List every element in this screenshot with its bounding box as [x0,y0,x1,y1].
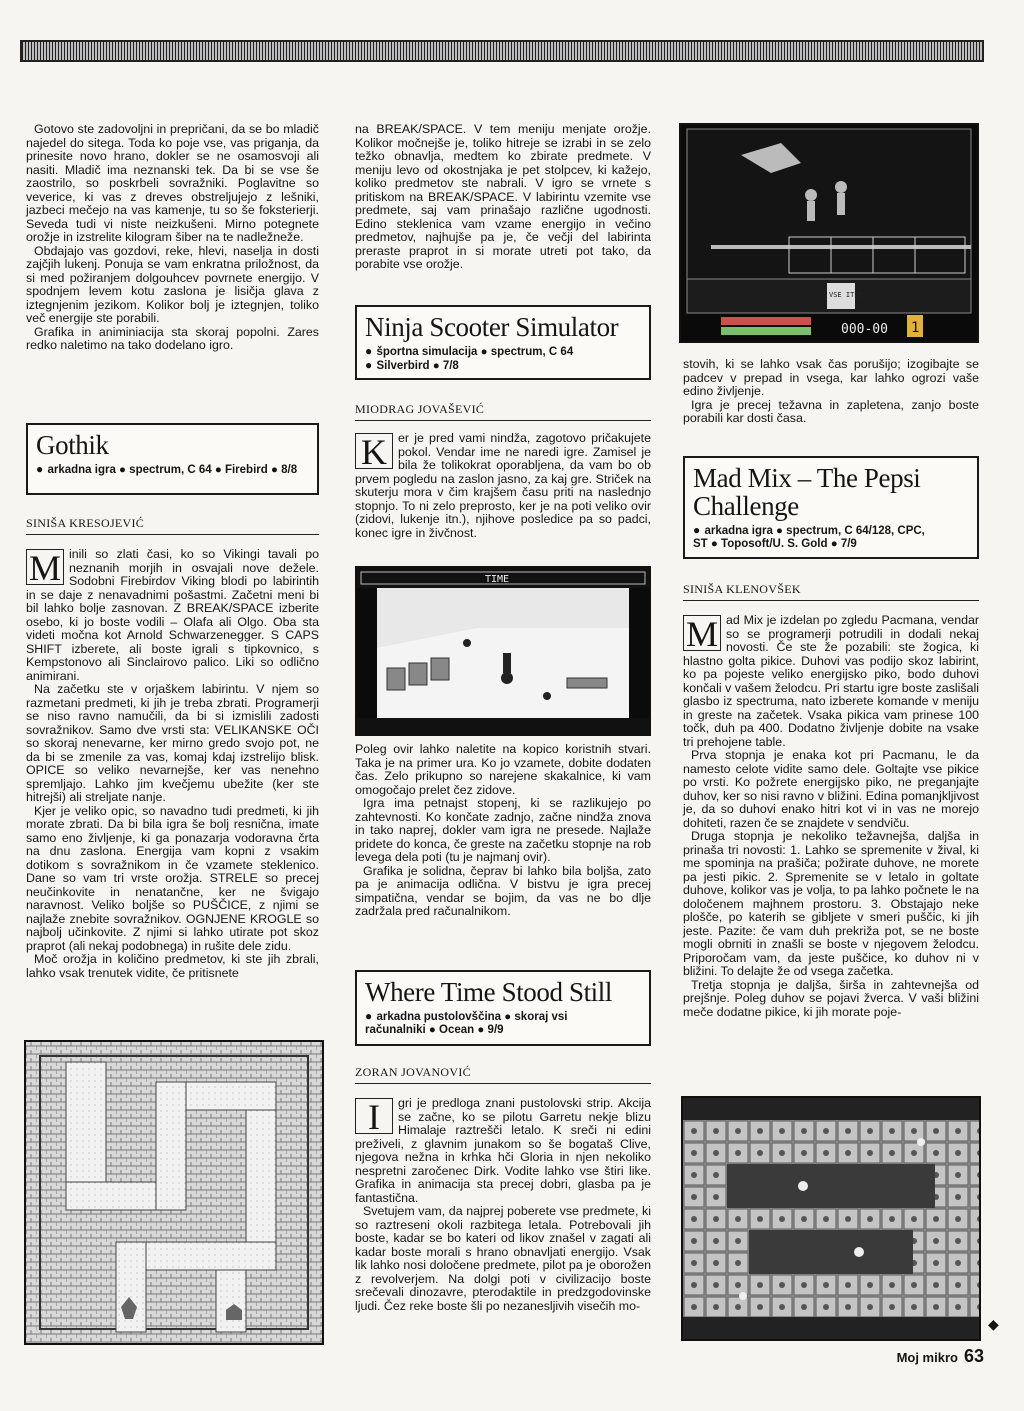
review-box-mad-mix [683,456,979,559]
drop-cap: I [355,1098,393,1134]
top-decorative-bar [20,40,984,62]
column-2-continuation [355,123,651,272]
review-author: SINIŠA KRESOJEVIĆ [26,516,319,535]
paragraph: Prva stopnja je enaka kot pri Pacmanu, le da namesto celote vidite samo dele. Goltajte vse pikice po vrsti. Ko požrete energijsko piko, ne preganjajte duhov, ker so nisi ravno v bližini. Edina pomanjkljivost je, da so duhovi enako hitri kot vi in vas ne morejo dohiteti, razen če se znajdete v sendviču. [683,748,979,830]
hud-level: 1 [911,320,920,336]
review-title: Gothik [36,430,109,460]
hud-sign: VSE ITEM [829,291,863,299]
screenshot-mad-mix [681,1096,981,1341]
paragraph: Svetujem vam, da najprej poberete vse predmete, ki so raztreseni okoli razbitega letala. Potrebovali jih boste, kadar se bo kateri od likov znašel v zagati ali kadar boste morali s hrano obnavljati energijo. Vsak lik lahko nosi določene predmete, pilot pa je oborožen z revolverjem. Na dolgi poti v civilizacijo boste srečevali dinozavre, pterodaktile in predzgodovinske ljudi. Čez reke boste šli po nezanesljivih visečih mo- [355,1204,651,1313]
review-box-gothik [26,423,319,495]
wtss-body [355,1097,651,1313]
review-title: Where Time Stood Still [365,977,612,1007]
drop-cap: M [683,615,721,651]
drop-cap: K [355,433,393,469]
ninja-time-label: TIME [485,574,510,585]
screenshot-gothik-maze [24,1040,324,1345]
paragraph: Igra ima petnajst stopenj, ki se razlikujejo po zahtevnosti. Ko končate zadnjo, začne nindža znova in tako naprej, dokler vam igra ne presede. Najlaže pridete do konca, če greste na začetku stopnje na rob levega dela poti (tu je najmanj ovir). [355,796,651,864]
hud-score: 000-00 [841,322,888,337]
paragraph: Na začetku ste v orjaškem labirintu. V njem so razmetani predmeti, ki jih je treba zbrati. Programerji se niso ravno namučili, da bi si izmislili zadosti sovražnikov. Samo dve vrsti sta: VELIKANSKE OČI so skoraj nenevarne, ker mirno gredo svojo pot, ne da bi se zmenile za vas, komaj kdaj izstrelijo blisk. OPICE so veliko nevarnejše, ker vas nenehno spremljajo. Lahko jim kvečjemu ubežite (ker ste hitrejši) ali streljate nanje. [26,682,319,804]
paragraph: I gri je predloga znani pustolovski strip. Akcija se začne, ko se pilotu Garretu nekje blizu Himalaje raztrešči letalo. K sreči ni edini preživeli, z glavnim junakom so še bogataš Clive, njegova nežna in krhka hči Gloria in njen nekoliko nespretni zaročenec Dirk. Vodite lahko vse štiri like. Grafika in animacija sta precej dobri, glasba pa je fantastična. [355,1096,651,1205]
review-author: SINIŠA KLENOVŠEK [683,582,979,601]
paragraph: K er je pred vami nindža, zagotovo pričakujete pokol. Vendar ime ne naredi igre. Zamisel je bila že tolikokrat oporabljena, da vam bo ob prvem pogledu na zaslon jasno, za kaj gre. Striček na skuterju mora v čim krajšem času priti na naslednjo stopnjo. To ni zelo preprosto, ker je na poti veliko ovir (zidovi, lukenje itn.), njihove posledice pa so padci, konec igre in živčnost. [355,431,651,540]
paragraph: M ad Mix je izdelan po zgledu Pacmana, vendar so se programerji potrudili in dodali nekaj novosti. Če ste že pozabili: ste žogica, ki hlastno golta pikice. Duhovi vas podijo skoz labirint, ko pa pojeste veliko energijsko piko, bodo duhovi končali v vašem želodcu. Pri startu igre boste zaslišali glasbo iz spectruma, nato izberete komande v meniju in greste na začetek. Vsaka pikica vam prinese 100 točk, duh pa 400. Dodatno življenje dobite na vsake tri prehojene table. [683,613,979,749]
page-footer [897,1346,984,1367]
review-title: Ninja Scooter Simulator [365,312,619,342]
review-meta: ● arkadna pustolovščina ● skoraj vsi računalniki ● Ocean ● 9/9 [365,1009,568,1036]
paragraph: Gotovo ste zadovoljni in prepričani, da se bo mladič najedel do sitega. Toda ko poje vse, vas priganja, da prinesite novo hrano, dokler se ne osamosvoji ali nasiti. Mladič ima neznanski tek. Da bi se vse še zaostrilo, so poskrbeli sovražniki. Poglavitne so veverice, ki vas z dreves obstreljujejo z lešniki, jazbeci mečejo na vas kamenje, tu so še foksterierji. Seveda tudi vi niste neizkušeni. Mirno potegnete orožje in izstrelite kilogram šiber na te nadležneže. [26,122,319,244]
paragraph: Kjer je veliko opic, so navadno tudi predmeti, ki jih morate zbrati. Da bi bila igra še bolj resnična, imate samo eno življenje, ki ga ponazarja vodoravna črta na dnu zaslona. Energija vam kopni z vsakim dotikom s sovražnikom in če vzamete steklenico. Dane so vam tri vrste orožja. STRELE so precej neučinkovite in nenatančne, ker ne švigajo naravnost. Veliko boljše so PUŠČICE, z njimi se najlaže znebite sovražnikov. OGNJENE KROGLE so najbolj učinkovite. Z njimi si lahko utirate pot skoz praprot (ali nekaj podobnega) in rušite dele zidu. [26,803,319,953]
review-author: MIODRAG JOVAŠEVIĆ [355,402,651,421]
screenshot-gothik-hud [679,123,979,343]
paragraph: Moč orožja in količino predmetov, ki ste jih zbrali, lahko vsak trenutek vidite, če pritisnete [26,952,319,980]
continue-arrow-icon: ◆ [988,1316,999,1332]
paragraph: Grafika je solidna, čeprav bi lahko bila boljša, zato pa je animacija odlična. V bistvu je igra precej simpatična, vendar se bojim, da vas ne bo dlje zadržala pred računalnikom. [355,863,651,918]
column-1-continuation [26,123,319,353]
ninja-body-cont [355,743,651,919]
paragraph: Obdajajo vas gozdovi, reke, hlevi, naselja in dosti zajčjih lukenj. Ponuja se vam enkratna priložnost, da si med požiranjem dolgouhcev povrnete energijo. V spodnjem levem kotu zaslona je lisičja glava z iztegnjenim jezikom. Kolikor bolj je iztegnjen, toliko več energije ste porabili. [26,243,319,325]
review-box-ninja-scooter [355,305,651,380]
paragraph: Grafika in animiniacija sta skoraj popolni. Zares redko naletimo na tako dodelano igro. [26,324,319,352]
paragraph: Tretja stopnja je daljša, širša in zahtevnejša od prejšnje. Poleg duhov se pojavi žverca. V vaši bližini meče dodatne pikice, ki jih morate poje- [683,977,979,1019]
review-meta: ● arkadna igra ● spectrum, C 64 ● Firebird ● 8/8 [36,462,298,476]
magazine-name: Moj mikro [896,1350,958,1365]
paragraph: Druga stopnja je nekoliko težavnejša, daljša in prinaša tri novosti: 1. Lahko se spremenite v žival, ki me spominja na prašiča; požirate duhove, ne morete pa jesti pikic. 2. Spremenite se v letalo in goltate duhove, kolikor vas je volja, to pa lahko počnete le na določenem majhnem prostoru. 3. Obstajajo neke ploščе, po katerih se gibljete v smeri puščic, ki jih jeste. Pazite: če vam duh prekriža pot, se ne boste mogli obrniti in znašli se boste v njegovem želodcu. Priporočam vam, da jeste puščice, ko duhov ni v bližini. To delajte že od vsega začetka. [683,829,979,978]
paragraph: stovih, ki se lahko vsak čas porušijo; izogibajte se padcev v prepad in vsega, kar lahko ogrozi vaše edino življenje. [683,357,979,398]
review-box-where-time-stood-still [355,970,651,1046]
paragraph: M inili so zlati časi, ko so Vikingi tavali po neznanih morjih in osvajali nove dežele. Sodobni Firebirdov Viking blodi po labirintih in se daje z nenavadnimi pošastmi. Začetni meni bi bil lahko bolje zasnovan. Z BREAK/SPACE izberite osebo, ki jo boste vodili – Olafa ali Olgo. Oba sta videti močna kot Arnold Schwarzenegger. S CAPS SHIFT izberete, ali boste igrali s tipkovnico, s Kempstonovo ali Sinclairovo palico. Liki so odlično animirani. [26,547,319,683]
paragraph: na BREAK/SPACE. V tem meniju menjate orožje. Kolikor močnejše je, toliko hitreje se izrabi in se zelo težko obnavlja, medtem ko zbirate predmete. V meniju levo od okostnjaka je pet stolpcev, ki kažejo, koliko predmetov ste nabrali. V igro se vrnete s pritiskom na BREAK/SPACE. V labirintu vzemite vse predmete, saj vam prinašajo različne ugodnosti. Edino steklenica vam vzame energijo in večino predmetov, najhujše pa je, če večji del labirinta preraste praprot in si morate utreti pot tako, da porabite vse orožje. [355,122,651,271]
review-author: ZORAN JOVANOVIĆ [355,1065,651,1084]
paragraph: Poleg ovir lahko naletite na kopico koristnih stvari. Taka je na primer ura. Ko jo vzamete, dobite dodaten čas. Zelo prikupno so narejene skakalnice, ki vam omogočajo prelet čez zidove. [355,742,651,797]
column-3-continuation [683,358,979,426]
drop-cap: M [26,549,64,585]
review-meta: ● arkadna igra ● spectrum, C 64/128, CPC, ST ● Toposoft/U. S. Gold ● 7/9 [693,523,925,550]
paragraph: Igra je precej težavna in zapletena, zanjo boste porabili kar dosti časa. [683,397,979,425]
madmix-body [683,614,979,1019]
review-meta: ● športna simulacija ● spectrum, C 64 ● Silverbird ● 7/8 [365,344,574,372]
ninja-body [355,432,651,540]
page-number: 63 [963,1346,984,1366]
screenshot-ninja-scooter [355,566,651,736]
gothik-body [26,548,319,980]
review-title: Mad Mix – The Pepsi Challenge [693,463,921,521]
